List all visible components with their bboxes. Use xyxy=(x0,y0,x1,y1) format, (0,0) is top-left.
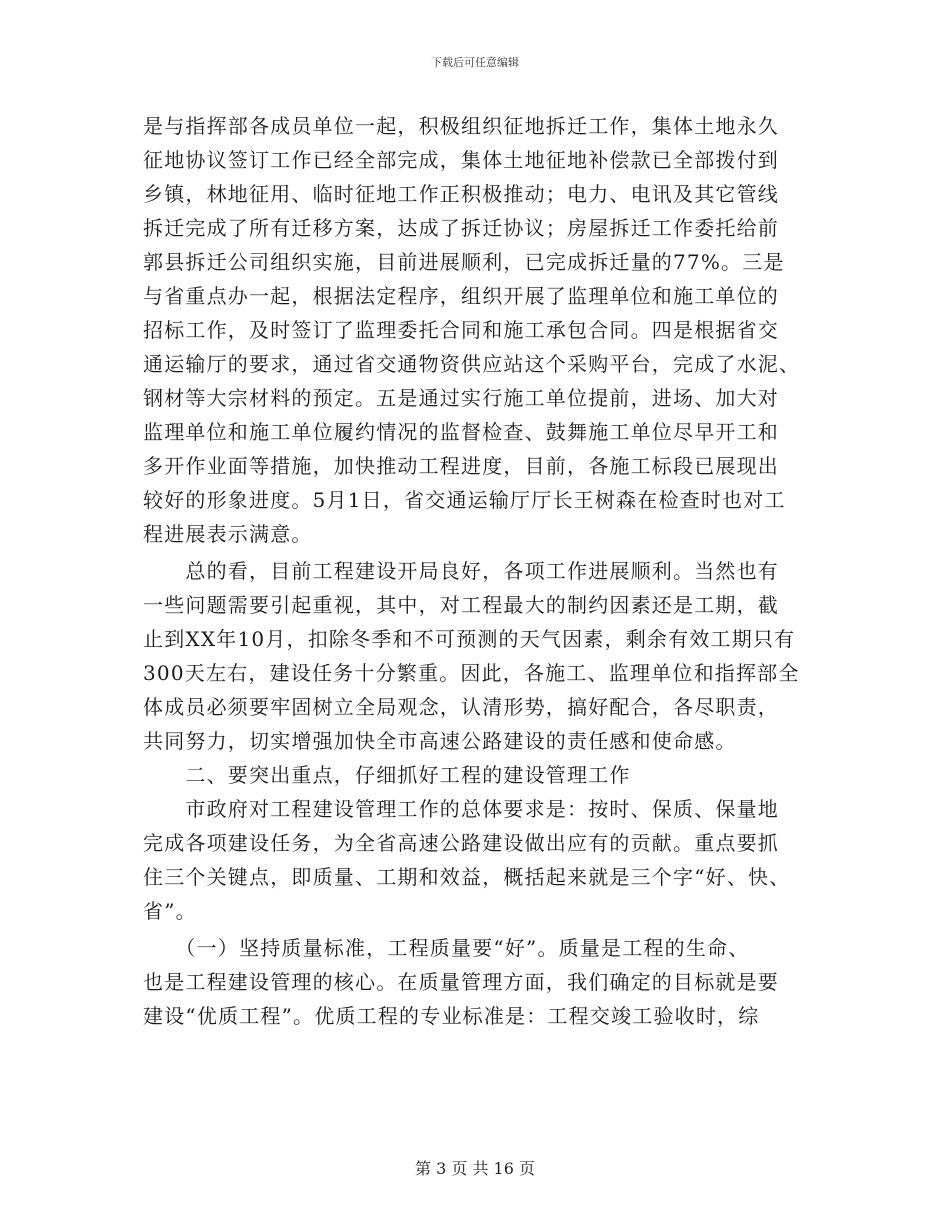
text-line: 征地协议签订工作已经全部完成，集体土地征地补偿款已全部拨付到 xyxy=(143,148,779,172)
text-line: 完成各项建设任务，为全省高速公路建设做出应有的贡献。重点要抓 xyxy=(143,831,779,855)
text-line: 市政府对工程建设管理工作的总体要求是：按时、保质、保量地 xyxy=(143,797,779,821)
page-number: 第 3 页 共 16 页 xyxy=(415,1159,535,1178)
text-line: 钢材等大宗材料的预定。五是通过实行施工单位提前，进场、加大对 xyxy=(143,386,779,410)
text-line: 乡镇，林地征用、临时征地工作正积极推动；电力、电讯及其它管线 xyxy=(143,182,779,206)
document-body xyxy=(143,109,809,1033)
text-line: 建设“优质工程”。优质工程的专业标准是：工程交竣工验收时，综 xyxy=(143,1004,760,1028)
text-line: 也是工程建设管理的核心。在质量管理方面，我们确定的目标就是要 xyxy=(143,970,779,994)
text-line: 总的看，目前工程建设开局良好，各项工作进展顺利。当然也有 xyxy=(143,559,779,583)
text-line: （一）坚持质量标准，工程质量要“好”。质量是工程的生命、 xyxy=(143,936,750,960)
text-line: 拆迁完成了所有迁移方案，达成了拆迁协议；房屋拆迁工作委托给前 xyxy=(143,216,779,240)
text-line: 止到XX年10月，扣除冬季和不可预测的天气因素，剩余有效工期只有 xyxy=(143,627,796,651)
text-line: 300天左右，建设任务十分繁重。因此，各施工、监理单位和指挥部全 xyxy=(143,661,800,685)
text-line: 通运输厅的要求，通过省交通物资供应站这个采购平台，完成了水泥、 xyxy=(143,352,801,376)
section-heading: 二、要突出重点，仔细抓好工程的建设管理工作 xyxy=(143,763,631,787)
text-line: 招标工作，及时签订了监理委托合同和施工承包合同。四是根据省交 xyxy=(143,318,779,342)
text-line: 一些问题需要引起重视，其中，对工程最大的制约因素还是工期，截 xyxy=(143,593,779,617)
header-note: 下载后可任意编辑 xyxy=(431,56,519,69)
text-line: 多开作业面等措施，加快推动工程进度，目前，各施工标段已展现出 xyxy=(143,454,779,478)
text-line: 住三个关键点，即质量、工期和效益，概括起来就是三个字“好、快、 xyxy=(143,865,791,889)
text-line: 体成员必须要牢固树立全局观念，认清形势，搞好配合，各尽职责， xyxy=(143,695,779,719)
text-line: 监理单位和施工单位履约情况的监督检查、鼓舞施工单位尽早开工和 xyxy=(143,420,779,444)
text-line: 郭县拆迁公司组织实施，目前进展顺利，已完成拆迁量的77%。三是 xyxy=(143,250,785,274)
text-line: 程进展表示满意。 xyxy=(143,522,313,546)
text-line: 是与指挥部各成员单位一起，积极组织征地拆迁工作，集体土地永久 xyxy=(143,114,779,138)
text-line: 共同努力，切实增强加快全市高速公路建设的责任感和使命感。 xyxy=(143,729,737,753)
text-line: 与省重点办一起，根据法定程序，组织开展了监理单位和施工单位的 xyxy=(143,284,779,308)
text-line: 省”。 xyxy=(143,899,197,923)
text-line: 较好的形象进度。5月1日，省交通运输厅厅长王树森在检查时也对工 xyxy=(143,488,786,512)
